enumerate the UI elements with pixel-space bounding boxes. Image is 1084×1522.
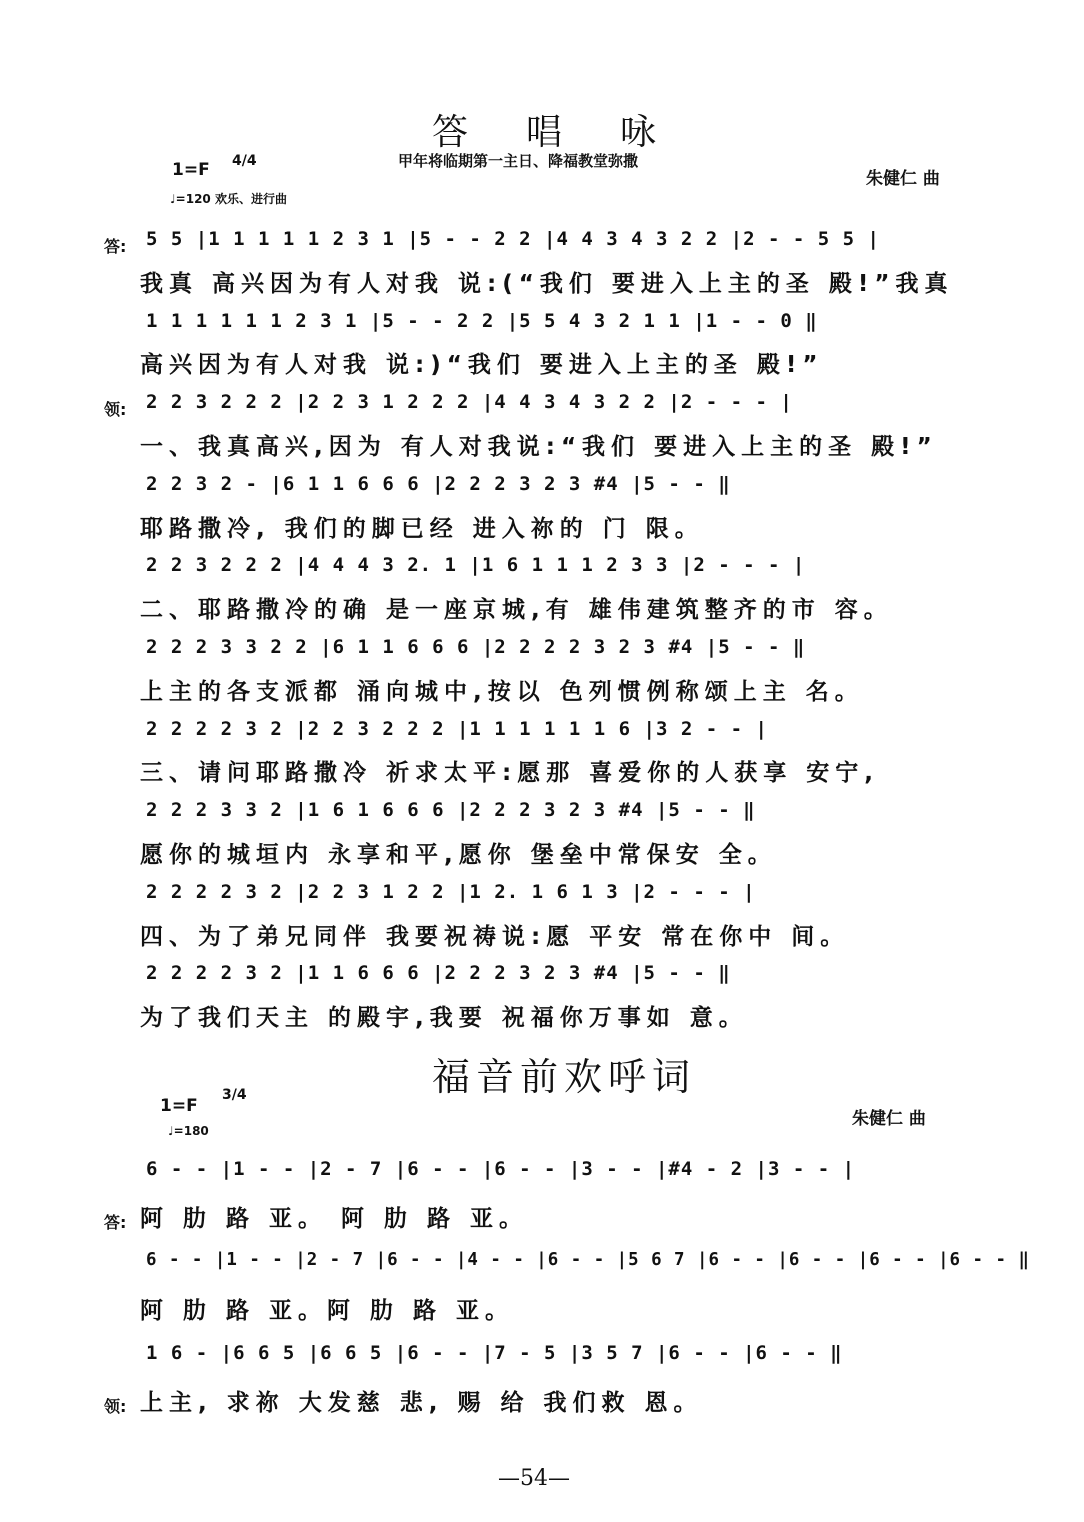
lyric-line: 阿 肋 路 亚。 阿 肋 路 亚。: [140, 1206, 529, 1232]
lyric-line: 上主, 求祢 大发慈 悲, 赐 给 我们救 恩。: [140, 1390, 703, 1416]
lyric-line: 二、耶路撒冷的确 是一座京城,有 雄伟建筑整齐的市 容。: [140, 597, 893, 624]
lyric-line: 阿 肋 路 亚。阿 肋 路 亚。: [140, 1298, 515, 1324]
lyric-line: 我真 高兴因为有人对我 说:(“我们 要进入上主的圣 殿!”我真: [140, 270, 954, 297]
song2-composer: 朱健仁 曲: [852, 1109, 926, 1129]
notation-line: 2 2 2 3 3 2 2 |6 1 1 6 6 6 |2 2 2 2 3 2 3 #4 |5 - - ‖: [146, 636, 806, 658]
lyric-line: 愿你的城垣内 永享和平,愿你 堡垒中常保安 全。: [140, 842, 777, 868]
notation-line: 1 6 - |6 6 5 |6 6 5 |6 - - |7 - 5 |3 5 7 |6 - - |6 - - ‖: [146, 1342, 843, 1364]
notation-line: 2 2 2 3 3 2 |1 6 1 6 6 6 |2 2 2 3 2 3 #4 |5 - - ‖: [146, 799, 756, 822]
part-label: 领:: [104, 1397, 127, 1416]
page-number: —54—: [498, 1466, 570, 1491]
lyric-line: 耶路撒冷, 我们的脚已经 进入祢的 门 限。: [140, 515, 704, 542]
notation-line: 5 5 |1 1 1 1 1 2 3 1 |5 - - 2 2 |4 4 3 4 3 2 2 |2 - - 5 5 |: [146, 228, 880, 250]
song2-key: 1=F: [160, 1096, 198, 1116]
lyric-line: 一、我真高兴,因为 有人对我说:“我们 要进入上主的圣 殿!”: [140, 434, 938, 460]
notation-line: 2 2 3 2 - |6 1 1 6 6 6 |2 2 2 3 2 3 #4 |5 - - ‖: [146, 472, 731, 495]
notation-line: 2 2 2 2 3 2 |2 2 3 2 2 2 |1 1 1 1 1 1 6 |3 2 - - |: [146, 717, 768, 740]
notation-line: 2 2 3 2 2 2 |4 4 4 3 2. 1 |1 6 1 1 1 2 3 3 |2 - - - |: [146, 554, 806, 577]
song2-tempo: ♩=180: [168, 1124, 209, 1138]
notation-line: 1 1 1 1 1 1 2 3 1 |5 - - 2 2 |5 5 4 3 2 1 1 |1 - - 0 ‖: [146, 309, 818, 332]
lyric-line: 上主的各支派都 涌向城中,按以 色列惯例称颂上主 名。: [140, 678, 864, 705]
lyric-line: 高兴因为有人对我 说:)“我们 要进入上主的圣 殿!”: [140, 352, 824, 379]
part-label: 答:: [104, 237, 127, 256]
part-label: 领:: [104, 400, 127, 420]
notation-line: 2 2 2 2 3 2 |2 2 3 1 2 2 |1 2. 1 6 1 3 |2 - - - |: [146, 880, 756, 903]
notation-line: 6 - - |1 - - |2 - 7 |6 - - |6 - - |3 - - |#4 - 2 |3 - - |: [146, 1158, 856, 1180]
lyric-line: 三、请问耶路撒冷 祈求太平:愿那 喜爱你的人获享 安宁,: [140, 760, 879, 787]
song1-title: 答唱咏: [432, 112, 715, 153]
notation-line: 6 - - |1 - - |2 - 7 |6 - - |4 - - |6 - - |5 6 7 |6 - - |6 - - |6 - - |6 - - ‖: [146, 1250, 1030, 1270]
part-label: 答:: [104, 1213, 127, 1232]
song2-time: 3/4: [222, 1087, 247, 1103]
lyric-line: 四、为了弟兄同伴 我要祝祷说:愿 平安 常在你中 间。: [140, 923, 850, 950]
song2-title: 福音前欢呼词: [432, 1055, 697, 1099]
song1-time: 4/4: [232, 153, 257, 169]
song1-tempo: ♩=120 欢乐、进行曲: [170, 192, 287, 206]
song1-subtitle: 甲年将临期第一主日、降福教堂弥撒: [398, 152, 639, 170]
lyric-line: 为了我们天主 的殿宇,我要 祝福你万事如 意。: [140, 1005, 748, 1032]
song1-key: 1=F: [172, 160, 210, 180]
notation-line: 2 2 2 2 3 2 |1 1 6 6 6 |2 2 2 3 2 3 #4 |5 - - ‖: [146, 962, 731, 985]
notation-line: 2 2 3 2 2 2 |2 2 3 1 2 2 2 |4 4 3 4 3 2 2 |2 - - - |: [146, 391, 793, 414]
song1-composer: 朱健仁 曲: [866, 169, 940, 189]
